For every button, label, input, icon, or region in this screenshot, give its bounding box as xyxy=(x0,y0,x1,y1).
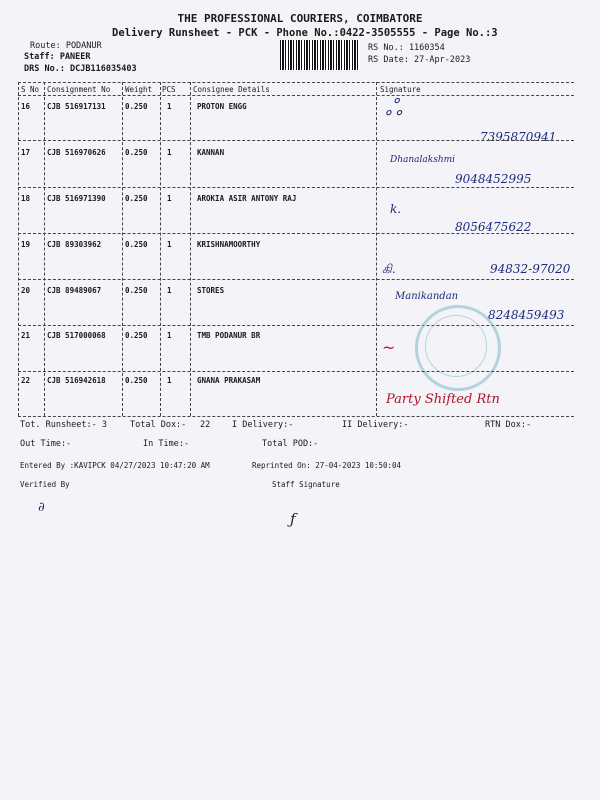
table-top-rule xyxy=(18,82,574,83)
row-consignee: GNANA PRAKASAM xyxy=(197,376,261,385)
row-weight: 0.250 xyxy=(125,376,148,385)
row-weight: 0.250 xyxy=(125,240,148,249)
signature-text: Manikandan xyxy=(395,291,459,302)
col-divider xyxy=(160,82,161,416)
col-header-weight: Weight xyxy=(125,85,153,94)
row-weight: 0.250 xyxy=(125,331,148,340)
row-weight: 0.250 xyxy=(125,194,148,203)
total-pod: Total POD:- xyxy=(262,439,319,449)
col-header-pcs: PCS xyxy=(162,85,176,94)
row-consignee: STORES xyxy=(197,286,225,295)
row-sno: 22 xyxy=(21,376,31,385)
signature-mark: ஃ xyxy=(385,96,403,121)
table-header-rule xyxy=(18,95,574,96)
row-consignee: PROTON ENGG xyxy=(197,102,247,111)
signature-mark: ~ xyxy=(382,338,396,357)
row-sno: 16 xyxy=(21,102,31,111)
row-phone: 9048452995 xyxy=(455,172,532,186)
out-time: Out Time:- xyxy=(20,439,72,449)
signature-mark: கி. xyxy=(382,262,396,276)
row-pcs: 1 xyxy=(167,148,172,157)
row-divider xyxy=(18,187,574,188)
drs-number: DRS No.: DCJB116035403 xyxy=(24,64,137,74)
row-pcs: 1 xyxy=(167,194,172,203)
row-pcs: 1 xyxy=(167,376,172,385)
row-consignment: CJB 517000068 xyxy=(47,331,106,340)
verified-by-label: Verified By xyxy=(20,480,70,489)
row-pcs: 1 xyxy=(167,240,172,249)
route-label: Route: PODANUR xyxy=(30,41,102,51)
row-pcs: 1 xyxy=(167,286,172,295)
reprinted-on: Reprinted On: 27-04-2023 10:50:04 xyxy=(252,461,402,470)
verifier-signature: ∂ xyxy=(38,500,45,515)
total-dox-label: Total Dox:- xyxy=(130,420,187,430)
row-consignee: TMB PODANUR BR xyxy=(197,331,261,340)
row-consignee: AROKIA ASIR ANTONY RAJ xyxy=(197,194,297,203)
row-sno: 21 xyxy=(21,331,31,340)
row-divider xyxy=(18,371,574,372)
i-delivery: I Delivery:- xyxy=(232,420,294,430)
staff-signature-label: Staff Signature xyxy=(272,480,340,489)
signature-mark: k. xyxy=(390,202,402,216)
col-divider xyxy=(122,82,123,416)
in-time: In Time:- xyxy=(143,439,190,449)
row-sno: 19 xyxy=(21,240,31,249)
col-header-consignee: Consignee Details xyxy=(193,85,270,94)
row-consignment: CJB 516917131 xyxy=(47,102,106,111)
row-phone: 94832-97020 xyxy=(490,262,571,276)
col-header-sno: S No xyxy=(21,85,40,94)
row-consignee: KRISHNAMOORTHY xyxy=(197,240,261,249)
company-name: THE PROFESSIONAL COURIERS, COIMBATORE xyxy=(177,12,423,25)
col-header-signature: Signature xyxy=(380,85,421,94)
ii-delivery: II Delivery:- xyxy=(342,420,409,430)
row-phone: 8056475622 xyxy=(455,220,532,234)
row-sno: 18 xyxy=(21,194,31,203)
col-divider xyxy=(44,82,45,416)
col-divider xyxy=(376,82,377,416)
row-pcs: 1 xyxy=(167,331,172,340)
table-bottom-rule xyxy=(18,416,574,417)
row-pcs: 1 xyxy=(167,102,172,111)
row-consignee: KANNAN xyxy=(197,148,225,157)
row-divider xyxy=(18,233,574,234)
row-phone: 7395870941 xyxy=(480,130,557,144)
row-consignment: CJB 89489067 xyxy=(47,286,102,295)
staff-label: Staff: PANEER xyxy=(24,52,91,62)
row-consignment: CJB 516970626 xyxy=(47,148,106,157)
col-divider xyxy=(18,82,19,416)
delivery-stamp-inner xyxy=(425,315,487,377)
row-phone: 8248459493 xyxy=(488,308,565,322)
tot-runsheet: Tot. Runsheet:- 3 xyxy=(20,420,107,430)
row-consignment: CJB 516971390 xyxy=(47,194,106,203)
staff-signature-mark: ƒ xyxy=(290,510,296,528)
rtn-dox: RTN Dox:- xyxy=(485,420,532,430)
row-consignment: CJB 89303962 xyxy=(47,240,102,249)
signature-text: Party Shifted Rtn xyxy=(386,392,500,407)
runsheet-title: Delivery Runsheet - PCK - Phone No.:0422-3505555 - Page No.:3 xyxy=(112,27,498,39)
row-sno: 17 xyxy=(21,148,31,157)
row-weight: 0.250 xyxy=(125,102,148,111)
barcode xyxy=(280,40,360,70)
rs-date: RS Date: 27-Apr-2023 xyxy=(368,55,471,65)
row-divider xyxy=(18,279,574,280)
row-sno: 20 xyxy=(21,286,31,295)
row-divider xyxy=(18,140,574,141)
signature-text: Dhanalakshmi xyxy=(390,155,456,165)
rs-number: RS No.: 1160354 xyxy=(368,43,445,53)
row-consignment: CJB 516942618 xyxy=(47,376,106,385)
col-divider xyxy=(190,82,191,416)
col-header-consignment: Consignment No xyxy=(47,85,111,94)
row-weight: 0.250 xyxy=(125,286,148,295)
total-dox-value: 22 xyxy=(200,420,211,430)
entered-by: Entered By :KAVIPCK 04/27/2023 10:47:20 AM xyxy=(20,461,210,470)
row-weight: 0.250 xyxy=(125,148,148,157)
